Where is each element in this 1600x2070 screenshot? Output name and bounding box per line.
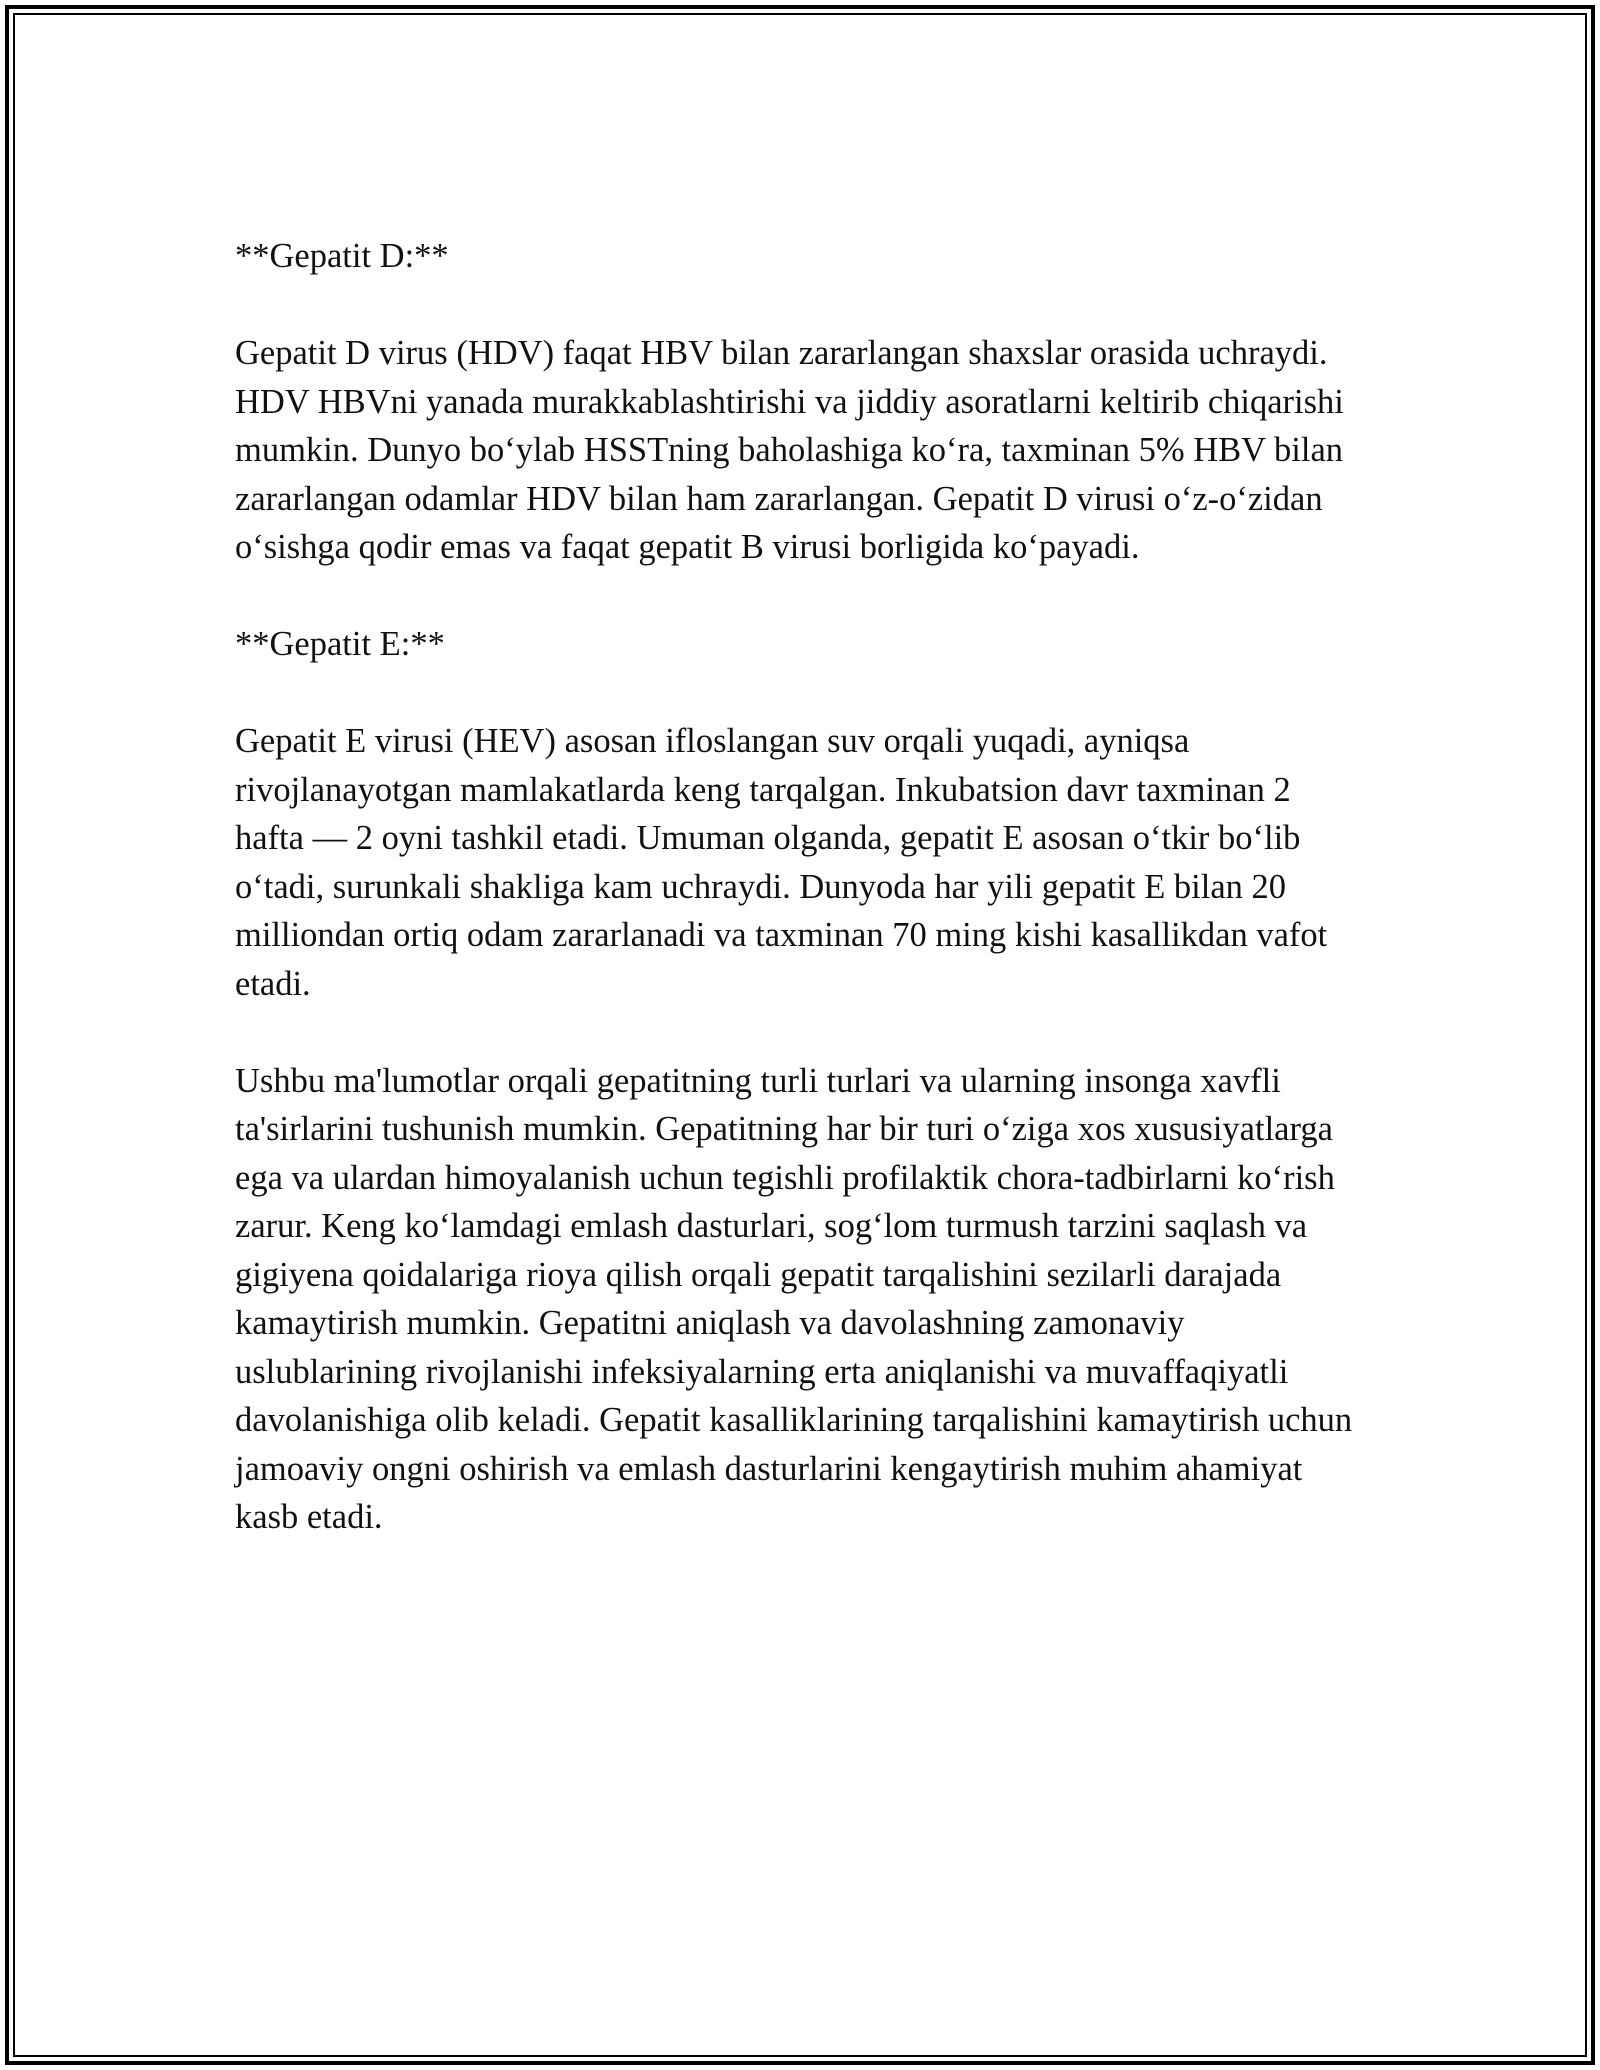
document-body xyxy=(235,232,1365,1590)
paragraph-gepatit-e: Gepatit E virusi (HEV) asosan ifloslangan suv orqali yuqadi, ayniqsa rivojlanayotgan mamlakatlarda keng tarqalgan. Inkubatsion davr taxminan 2 hafta — 2 oyni tashkil etadi. Umuman olganda, gepatit E asosan o‘tkir bo‘lib o‘tadi, surunkali shakliga kam uchraydi. Dunyoda har yili gepatit E bilan 20 milliondan ortiq odam zararlanadi va taxminan 70 ming kishi kasallikdan vafot etadi. xyxy=(235,722,1328,1003)
heading-gepatit-d: **Gepatit D:** xyxy=(235,237,449,275)
paragraph-conclusion: Ushbu ma'lumotlar orqali gepatitning turli turlari va ularning insonga xavfli ta'sirlarini tushunish mumkin. Gepatitning har bir turi o‘ziga xos xususiyatlarga ega va ulardan himoyalanish uchun tegishli profilaktik chora-tadbirlarni ko‘rish zarur. Keng ko‘lamdagi emlash dasturlari, sog‘lom turmush tarzini saqlash va gigiyena qoidalariga rioya qilish orqali gepatit tarqalishini sezilarli darajada kamaytirish mumkin. Gepatitni aniqlash va davolashning zamonaviy uslublarining rivojlanishi infeksiyalarning erta aniqlanishi va muvaffaqiyatli davolanishiga olib keladi. Gepatit kasalliklarining tarqalishini kamaytirish uchun jamoaviy ongni oshirish va emlash dasturlarini kengaytirish muhim ahamiyat kasb etadi. xyxy=(235,1061,1353,1536)
paragraph-gepatit-d: Gepatit D virus (HDV) faqat HBV bilan zararlangan shaxslar orasida uchraydi. HDV HBVni yanada murakkablashtirishi va jiddiy asoratlarni keltirib chiqarishi mumkin. Dunyo bo‘ylab HSSTning baholashiga ko‘ra, taxminan 5% HBV bilan zararlangan odamlar HDV bilan ham zararlangan. Gepatit D virusi o‘z-o‘zidan o‘sishga qodir emas va faqat gepatit B virusi borligida ko‘payadi. xyxy=(235,334,1344,566)
heading-gepatit-e: **Gepatit E:** xyxy=(235,625,445,663)
